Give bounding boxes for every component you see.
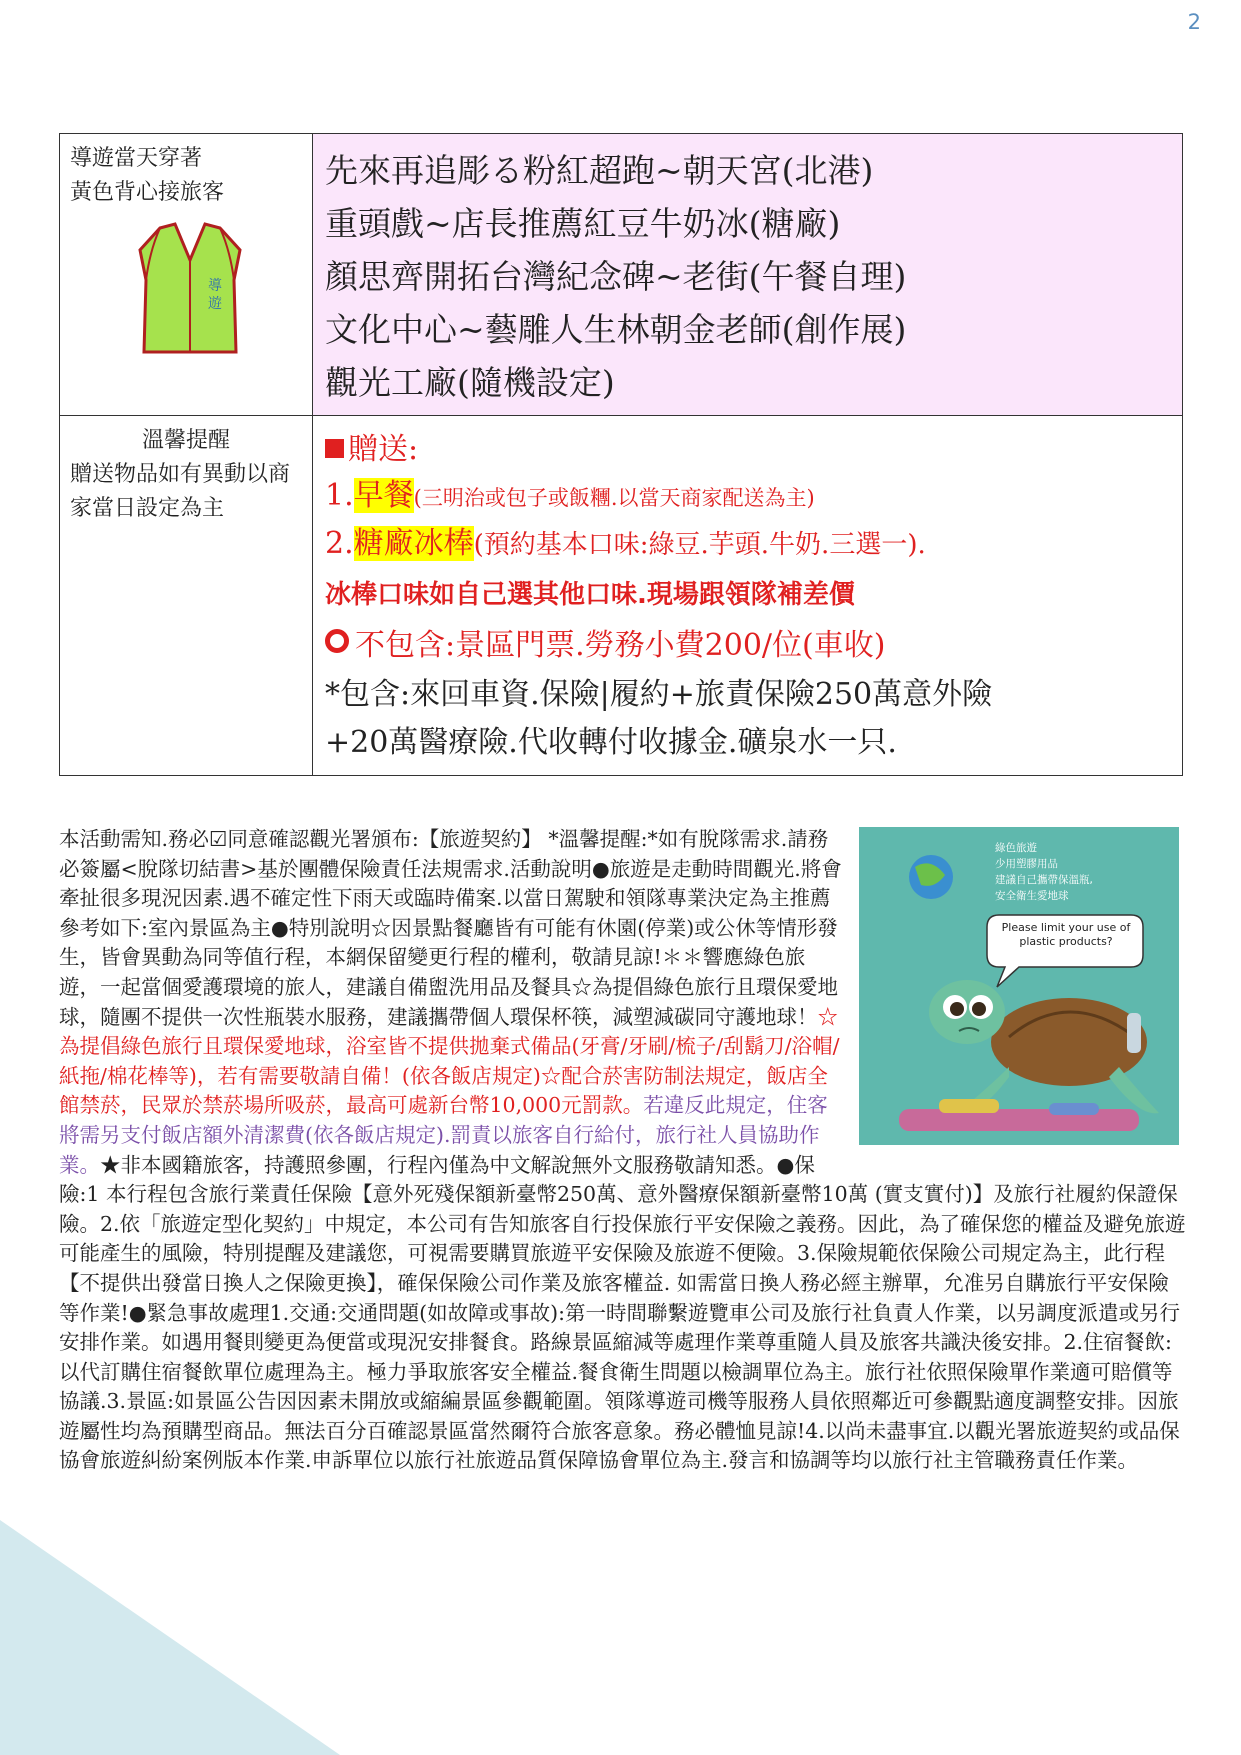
inclusions-line: *包含:來回車資.保險|履約+旅責保險250萬意外險	[325, 677, 993, 712]
notes-purple-text: 若違反此規定，住客將需另支付飯店額外清潔費(依各飯店規定).罰責以旅客自行給付，旅行社人員協助作業。	[59, 1093, 828, 1177]
square-bullet-icon	[325, 439, 344, 458]
corner-decoration	[0, 1520, 340, 1755]
route-line: 文化中心~藝雕人生林朝金老師(創作展)	[325, 310, 907, 349]
poster-text: 綠色旅遊	[995, 842, 1037, 854]
gift-cell	[313, 416, 1183, 776]
flavor-note: 冰棒口味如自己選其他口味.現場跟領隊補差價	[325, 580, 855, 610]
route-line: 先來再追彫る粉紅超跑~朝天宮(北港)	[325, 151, 874, 190]
gift-heading: 贈送:	[325, 426, 1170, 474]
itinerary-row	[60, 134, 1183, 416]
exclusions-line: 不包含:景區門票.勞務小費200/位(車收)	[325, 621, 1170, 671]
page-number: 2	[1187, 10, 1201, 34]
yellow-vest-image	[130, 220, 250, 360]
poster-text: 建議自己攜帶保溫瓶,	[995, 874, 1093, 886]
reminder-row	[60, 416, 1183, 776]
route-line: 顏思齊開拓台灣紀念碑~老街(午餐自理)	[325, 257, 907, 296]
inclusions-line: +20萬醫療險.代收轉付收據金.礦泉水一只.	[325, 725, 897, 760]
guide-note-cell	[60, 134, 313, 416]
poster-bubble-text: Please limit your use of plastic products?	[1001, 921, 1131, 948]
route-line: 觀光工廠(隨機設定)	[325, 363, 615, 402]
notes-text: 本活動需知.務必☑同意確認觀光署頒布:【旅遊契約】 *溫馨提醒:*如有脫隊需求.請務必簽屬<脫隊切結書>基於團體保險責任法規需求.活動說明●旅遊是走動時間觀光.將會牽扯很多現況因素.遇不確定性下雨天或臨時備案.以當日駕駛和領隊專業決定為主推薦參考如下:室內景區為主●特別說明☆因景點餐廳皆有可能有休園(停業)或公休等情形發生，皆會異動為同等值行程，本網保留變更行程的權利，敬請見諒!＊＊響應綠色旅遊，一起當個愛護環境的旅人，建議自備盥洗用品及餐具☆為提倡綠色旅行且環保愛地球，隨團不提供一次性瓶裝水服務，建議攜帶個人環保杯筷，減塑減碳同守護地球！	[59, 827, 842, 1029]
notes-section	[59, 825, 1189, 1476]
poster-text: 安全衛生愛地球	[995, 890, 1069, 902]
green-travel-poster	[859, 827, 1179, 1145]
guide-note-line: 黃色背心接旅客	[70, 180, 225, 205]
route-line: 重頭戲~店長推薦紅豆牛奶冰(糖廠)	[325, 204, 841, 243]
route-cell	[313, 134, 1183, 416]
vest-text: 導	[208, 278, 222, 294]
poster-text: 少用塑膠用品	[995, 858, 1058, 870]
reminder-title: 溫馨提醒	[141, 428, 230, 453]
svg-text:遊: 遊	[208, 296, 222, 312]
itinerary-table	[59, 133, 1183, 776]
guide-note-line: 導遊當天穿著	[70, 146, 203, 171]
reminder-body: 贈送物品如有異動以商家當日設定為主	[70, 462, 291, 521]
circle-bullet-icon	[325, 629, 349, 653]
reminder-note-cell	[60, 416, 313, 776]
notes-text: ★非本國籍旅客，持護照參團，行程內僅為中文解說無外文服務敬請知悉。●保險:1 本行程包含旅行業責任保險【意外死殘保額新臺幣250萬、意外醫療保額新臺幣10萬 (實支實付)】及旅行社履約保證保險。2.依「旅遊定型化契約」中規定，本公司有告知旅客自行投保旅行平安保險之義務。因此，為了確保您的權益及避免旅遊可能產生的風險，特別提醒及建議您，可視需要購買旅遊平安保險及旅遊不便險。3.保險規範依保險公司規定為主，此行程【不提供出發當日換人之保險更換】，確保保險公司作業及旅客權益. 如需當日換人務必經主辦單，允准另自購旅行平安保險等作業!●緊急事故處理1.交通:交通問題(如故障或事故):第一時間聯繫遊覽車公司及旅行社負責人作業，以另調度派遣或另行安排作業。如遇用餐則變更為便當或現況安排餐食。路線景區縮減等處理作業尊重隨人員及旅客共識決後安排。2.住宿餐飲:以代訂購住宿餐飲單位處理為主。極力爭取旅客安全權益.餐食衛生問題以檢調單位為主。旅行社依照保險單作業適可賠償等協議.3.景區:如景區公告因因素未開放或縮編景區參觀範圍。領隊導遊司機等服務人員依照鄰近可參觀點適度調整安排。因旅遊屬性均為預購型商品。無法百分百確認景區當然爾符合旅客意象。務必體恤見諒!4.以尚未盡事宜.以觀光署旅遊契約或品保協會旅遊糾紛案例版本作業.申訴單位以旅行社旅遊品質保障協會單位為主.發言和協調等均以旅行社主管職務責任作業。	[59, 1152, 1186, 1473]
notes-red-text: ☆為提倡綠色旅行且環保愛地球，浴室皆不提供拋棄式備品(牙膏/牙刷/梳子/刮鬍刀/浴帽/ 紙拖/棉花棒等)，若有需要敬請自備！(依各飯店規定)☆配合菸害防制法規定，飯店全館禁菸，民眾於禁菸場所吸菸，最高可處新台幣10,000元罰款。	[59, 1004, 840, 1118]
gift-item-breakfast: 1.早餐(三明治或包子或飯糰.以當天商家配送為主)	[325, 478, 815, 513]
gift-item-popsicle: 2.糖廠冰棒(預約基本口味:綠豆.芋頭.牛奶.三選一).	[325, 526, 926, 561]
